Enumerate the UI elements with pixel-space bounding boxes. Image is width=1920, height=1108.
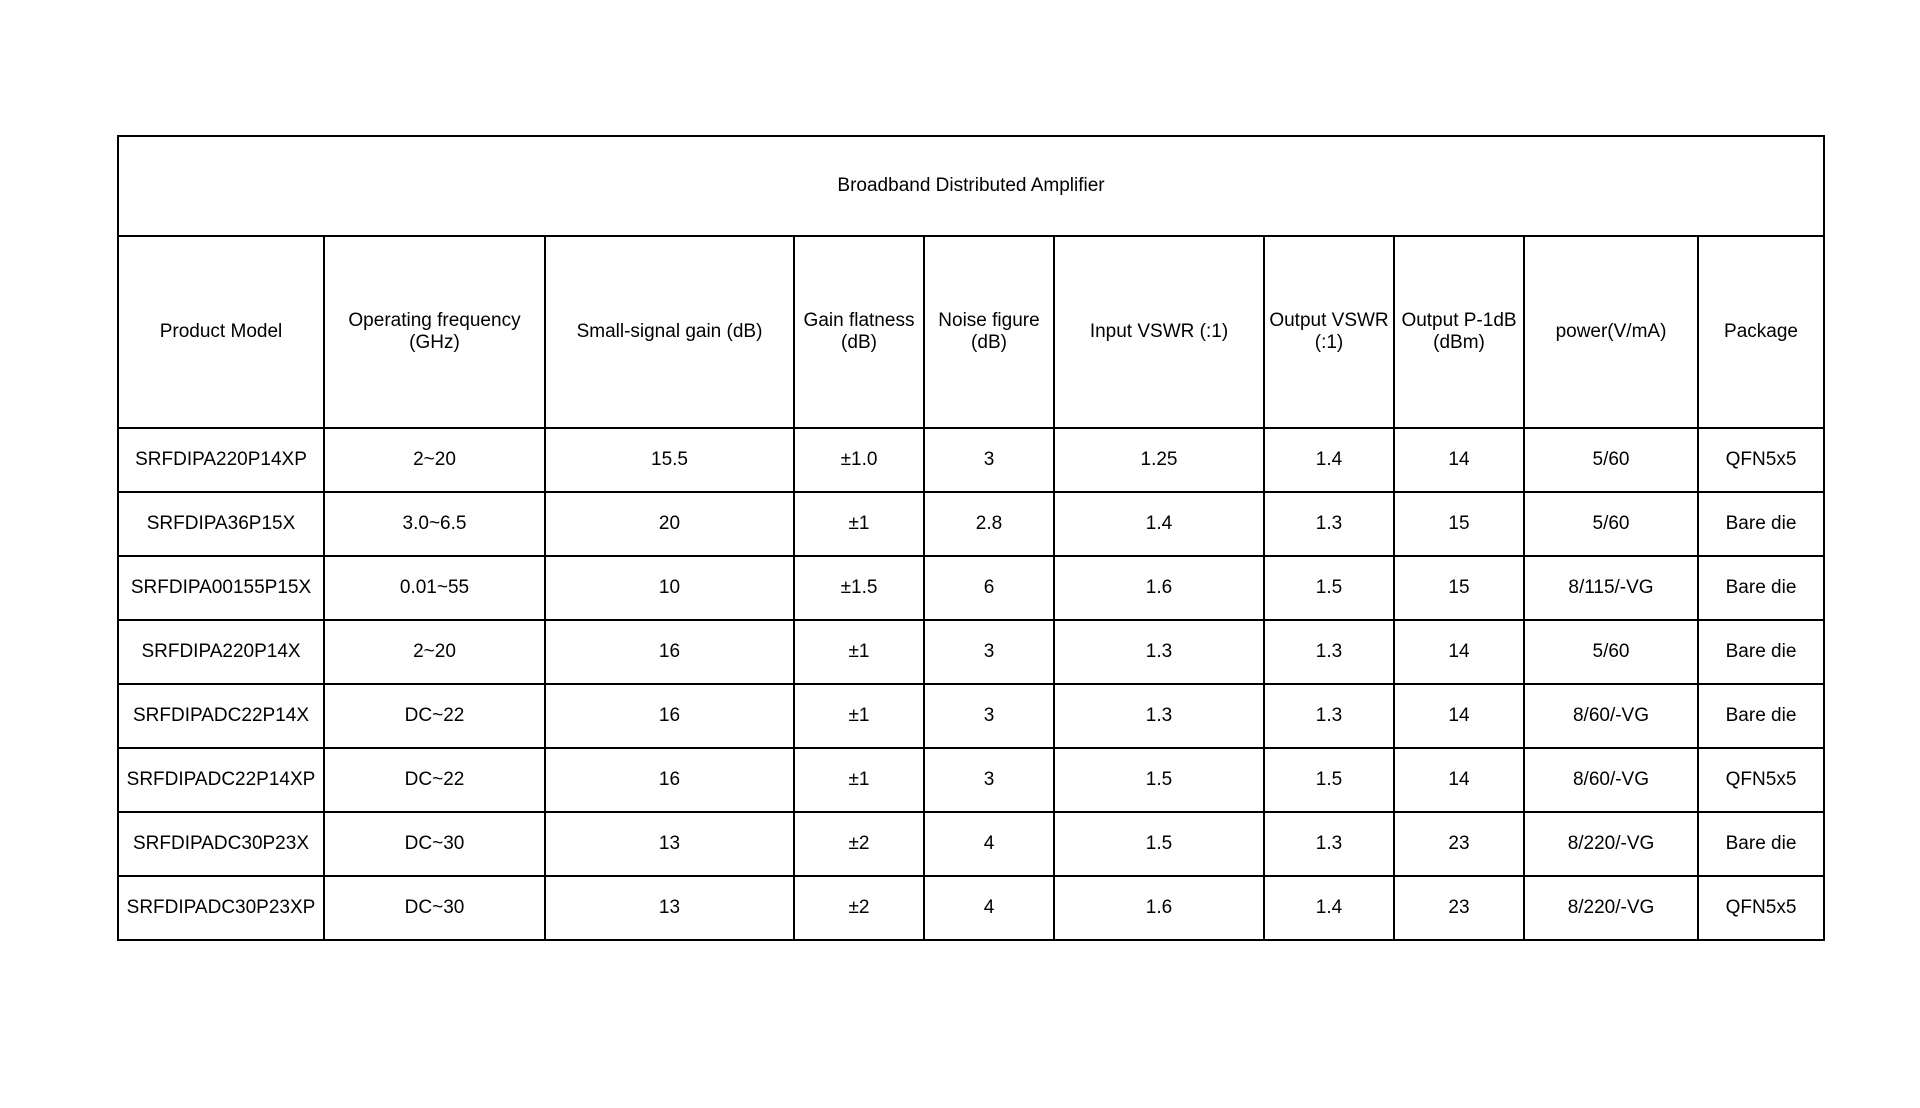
cell-output-p1db: 15 (1394, 492, 1524, 556)
cell-power: 8/220/-VG (1524, 812, 1698, 876)
cell-output-p1db: 23 (1394, 812, 1524, 876)
cell-package: QFN5x5 (1698, 876, 1824, 940)
cell-noise-figure: 3 (924, 684, 1054, 748)
cell-power: 5/60 (1524, 492, 1698, 556)
cell-output-vswr: 1.3 (1264, 684, 1394, 748)
cell-power: 8/220/-VG (1524, 876, 1698, 940)
cell-operating-frequency: DC~22 (324, 684, 545, 748)
cell-gain-flatness: ±2 (794, 876, 924, 940)
cell-power: 5/60 (1524, 428, 1698, 492)
cell-output-vswr: 1.3 (1264, 812, 1394, 876)
cell-small-signal-gain: 15.5 (545, 428, 794, 492)
cell-product-model: SRFDIPADC30P23X (118, 812, 324, 876)
cell-input-vswr: 1.3 (1054, 684, 1264, 748)
cell-output-vswr: 1.5 (1264, 556, 1394, 620)
table-row (118, 492, 1824, 556)
table-row (118, 876, 1824, 940)
header-product-model: Product Model (118, 236, 324, 428)
amplifier-spec-table (117, 135, 1825, 941)
cell-package: Bare die (1698, 812, 1824, 876)
cell-output-p1db: 23 (1394, 876, 1524, 940)
table-title: Broadband Distributed Amplifier (118, 136, 1824, 236)
cell-package: Bare die (1698, 620, 1824, 684)
cell-noise-figure: 3 (924, 620, 1054, 684)
header-small-signal-gain: Small-signal gain (dB) (545, 236, 794, 428)
table-row (118, 748, 1824, 812)
table-row (118, 620, 1824, 684)
table-row (118, 556, 1824, 620)
cell-gain-flatness: ±1 (794, 748, 924, 812)
cell-output-vswr: 1.4 (1264, 428, 1394, 492)
cell-small-signal-gain: 16 (545, 684, 794, 748)
cell-input-vswr: 1.5 (1054, 812, 1264, 876)
cell-output-vswr: 1.5 (1264, 748, 1394, 812)
cell-noise-figure: 3 (924, 748, 1054, 812)
cell-noise-figure: 2.8 (924, 492, 1054, 556)
header-power: power(V/mA) (1524, 236, 1698, 428)
cell-gain-flatness: ±2 (794, 812, 924, 876)
cell-operating-frequency: 3.0~6.5 (324, 492, 545, 556)
cell-operating-frequency: 2~20 (324, 428, 545, 492)
table-row (118, 684, 1824, 748)
cell-product-model: SRFDIPA220P14XP (118, 428, 324, 492)
table-title-row (118, 136, 1824, 236)
cell-package: Bare die (1698, 556, 1824, 620)
cell-operating-frequency: DC~30 (324, 876, 545, 940)
cell-small-signal-gain: 16 (545, 620, 794, 684)
cell-operating-frequency: DC~22 (324, 748, 545, 812)
cell-noise-figure: 4 (924, 812, 1054, 876)
cell-product-model: SRFDIPA00155P15X (118, 556, 324, 620)
cell-gain-flatness: ±1 (794, 620, 924, 684)
cell-small-signal-gain: 13 (545, 812, 794, 876)
cell-package: QFN5x5 (1698, 748, 1824, 812)
cell-input-vswr: 1.25 (1054, 428, 1264, 492)
cell-power: 8/115/-VG (1524, 556, 1698, 620)
cell-small-signal-gain: 13 (545, 876, 794, 940)
cell-small-signal-gain: 16 (545, 748, 794, 812)
cell-input-vswr: 1.3 (1054, 620, 1264, 684)
cell-package: QFN5x5 (1698, 428, 1824, 492)
cell-output-vswr: 1.3 (1264, 620, 1394, 684)
cell-package: Bare die (1698, 492, 1824, 556)
cell-input-vswr: 1.6 (1054, 556, 1264, 620)
cell-input-vswr: 1.4 (1054, 492, 1264, 556)
cell-package: Bare die (1698, 684, 1824, 748)
cell-power: 8/60/-VG (1524, 684, 1698, 748)
cell-gain-flatness: ±1.5 (794, 556, 924, 620)
header-output-vswr: Output VSWR (:1) (1264, 236, 1394, 428)
cell-output-p1db: 14 (1394, 620, 1524, 684)
cell-output-p1db: 14 (1394, 748, 1524, 812)
cell-operating-frequency: 0.01~55 (324, 556, 545, 620)
cell-small-signal-gain: 10 (545, 556, 794, 620)
cell-gain-flatness: ±1.0 (794, 428, 924, 492)
cell-operating-frequency: DC~30 (324, 812, 545, 876)
table-row (118, 428, 1824, 492)
cell-noise-figure: 4 (924, 876, 1054, 940)
cell-noise-figure: 6 (924, 556, 1054, 620)
header-output-p1db: Output P-1dB (dBm) (1394, 236, 1524, 428)
header-operating-frequency: Operating frequency (GHz) (324, 236, 545, 428)
header-gain-flatness: Gain flatness (dB) (794, 236, 924, 428)
header-package: Package (1698, 236, 1824, 428)
cell-small-signal-gain: 20 (545, 492, 794, 556)
cell-noise-figure: 3 (924, 428, 1054, 492)
cell-product-model: SRFDIPA36P15X (118, 492, 324, 556)
cell-product-model: SRFDIPADC30P23XP (118, 876, 324, 940)
cell-product-model: SRFDIPADC22P14XP (118, 748, 324, 812)
cell-gain-flatness: ±1 (794, 684, 924, 748)
cell-power: 5/60 (1524, 620, 1698, 684)
header-noise-figure: Noise figure (dB) (924, 236, 1054, 428)
table-header-row (118, 236, 1824, 428)
cell-output-p1db: 14 (1394, 428, 1524, 492)
cell-product-model: SRFDIPADC22P14X (118, 684, 324, 748)
cell-output-p1db: 14 (1394, 684, 1524, 748)
cell-gain-flatness: ±1 (794, 492, 924, 556)
cell-output-p1db: 15 (1394, 556, 1524, 620)
header-input-vswr: Input VSWR (:1) (1054, 236, 1264, 428)
cell-power: 8/60/-VG (1524, 748, 1698, 812)
cell-input-vswr: 1.5 (1054, 748, 1264, 812)
table-row (118, 812, 1824, 876)
cell-output-vswr: 1.4 (1264, 876, 1394, 940)
cell-operating-frequency: 2~20 (324, 620, 545, 684)
cell-output-vswr: 1.3 (1264, 492, 1394, 556)
cell-input-vswr: 1.6 (1054, 876, 1264, 940)
cell-product-model: SRFDIPA220P14X (118, 620, 324, 684)
